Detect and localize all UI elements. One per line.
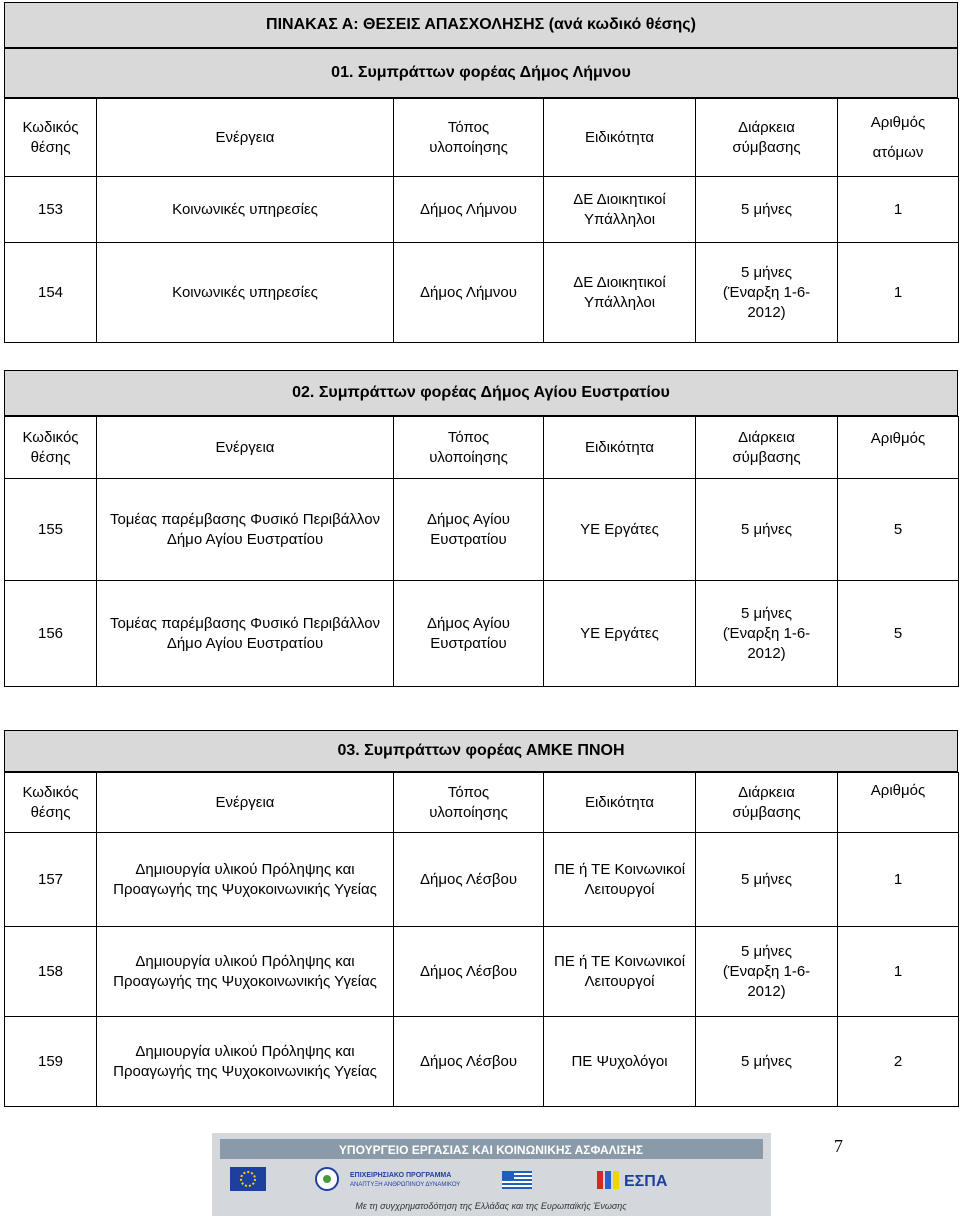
positions-table xyxy=(4,98,959,343)
cell-specialty: ΠΕ ή ΤΕ Κοινωνικοί Λειτουργοί xyxy=(544,833,696,927)
svg-text:Με τη συγχρηματοδότηση της Ελλ: Με τη συγχρηματοδότηση της Ελλάδας και της Ευρωπαϊκής Ένωσης xyxy=(355,1201,627,1211)
cell-place: Δήμος Αγίου Ευστρατίου xyxy=(394,479,544,581)
header-duration: Διάρκεια σύμβασης xyxy=(696,417,838,479)
section-title: 03. Συμπράττων φορέας ΑΜΚΕ ΠΝΟΗ xyxy=(4,730,958,772)
cell-specialty: ΥΕ Εργάτες xyxy=(544,581,696,687)
greek-flag-icon xyxy=(502,1171,532,1189)
cell-action: Κοινωνικές υπηρεσίες xyxy=(97,243,394,343)
cell-duration: 5 μήνες xyxy=(696,1017,838,1107)
table-header-row xyxy=(5,417,959,479)
cell-code: 157 xyxy=(5,833,97,927)
section-title: 01. Συμπράττων φορέας Δήμος Λήμνου xyxy=(4,48,958,98)
cell-place: Δήμος Λέσβου xyxy=(394,927,544,1017)
svg-text:ΕΠΙΧΕΙΡΗΣΙΑΚΟ ΠΡΟΓΡΑΜΜΑ: ΕΠΙΧΕΙΡΗΣΙΑΚΟ ΠΡΟΓΡΑΜΜΑ xyxy=(350,1172,452,1179)
svg-text:ΑΝΑΠΤΥΞΗ ΑΝΘΡΩΠΙΝΟΥ ΔΥΝΑΜΙΚΟΥ: ΑΝΑΠΤΥΞΗ ΑΝΘΡΩΠΙΝΟΥ ΔΥΝΑΜΙΚΟΥ xyxy=(350,1182,461,1188)
cell-specialty: ΔΕ Διοικητικοί Υπάλληλοι xyxy=(544,243,696,343)
header-count: Αριθμός ατόμων xyxy=(838,99,959,177)
header-code: Κωδικός θέσης xyxy=(5,99,97,177)
cell-place: Δήμος Λέσβου xyxy=(394,833,544,927)
cell-code: 155 xyxy=(5,479,97,581)
header-place: Τόπος υλοποίησης xyxy=(394,773,544,833)
cell-action: Δημιουργία υλικού Πρόληψης και Προαγωγής της Ψυχοκοινωνικής Υγείας xyxy=(97,927,394,1017)
cell-duration: 5 μήνες (Έναρξη 1-6- 2012) xyxy=(696,927,838,1017)
cell-place: Δήμος Λήμνου xyxy=(394,177,544,243)
cell-place: Δήμος Αγίου Ευστρατίου xyxy=(394,581,544,687)
cell-count: 1 xyxy=(838,177,959,243)
espa-logo-icon xyxy=(597,1171,668,1190)
cell-specialty: ΠΕ ή ΤΕ Κοινωνικοί Λειτουργοί xyxy=(544,927,696,1017)
cell-specialty: ΠΕ Ψυχολόγοι xyxy=(544,1017,696,1107)
table-row xyxy=(5,177,959,243)
header-specialty: Ειδικότητα xyxy=(544,99,696,177)
positions-table xyxy=(4,416,959,687)
table-row xyxy=(5,581,959,687)
header-specialty: Ειδικότητα xyxy=(544,773,696,833)
header-action: Ενέργεια xyxy=(97,773,394,833)
cell-duration: 5 μήνες (Έναρξη 1-6- 2012) xyxy=(696,243,838,343)
positions-table xyxy=(4,772,959,1107)
cell-duration: 5 μήνες xyxy=(696,833,838,927)
cell-count: 1 xyxy=(838,833,959,927)
table-row xyxy=(5,243,959,343)
cell-count: 5 xyxy=(838,479,959,581)
header-specialty: Ειδικότητα xyxy=(544,417,696,479)
footer-logo-banner xyxy=(212,1133,771,1216)
header-action: Ενέργεια xyxy=(97,99,394,177)
table-row xyxy=(5,833,959,927)
cell-duration: 5 μήνες (Έναρξη 1-6- 2012) xyxy=(696,581,838,687)
header-place: Τόπος υλοποίησης xyxy=(394,99,544,177)
eu-flag-icon xyxy=(230,1167,266,1191)
cell-place: Δήμος Λήμνου xyxy=(394,243,544,343)
cell-specialty: ΔΕ Διοικητικοί Υπάλληλοι xyxy=(544,177,696,243)
cell-action: Δημιουργία υλικού Πρόληψης και Προαγωγής της Ψυχοκοινωνικής Υγείας xyxy=(97,833,394,927)
cell-specialty: ΥΕ Εργάτες xyxy=(544,479,696,581)
cell-count: 2 xyxy=(838,1017,959,1107)
page-number: 7 xyxy=(834,1136,843,1156)
header-count: Αριθμός xyxy=(838,417,959,479)
header-code: Κωδικός θέσης xyxy=(5,773,97,833)
table-row xyxy=(5,1017,959,1107)
cell-duration: 5 μήνες xyxy=(696,177,838,243)
table-header-row xyxy=(5,99,959,177)
table-header-row xyxy=(5,773,959,833)
cell-place: Δήμος Λέσβου xyxy=(394,1017,544,1107)
cell-action: Τομέας παρέμβασης Φυσικό Περιβάλλον Δήμο Αγίου Ευστρατίου xyxy=(97,581,394,687)
program-emblem-icon xyxy=(316,1168,338,1190)
svg-text:ΥΠΟΥΡΓΕΙΟ ΕΡΓΑΣΙΑΣ ΚΑΙ ΚΟΙΝΩΝΙ: ΥΠΟΥΡΓΕΙΟ ΕΡΓΑΣΙΑΣ ΚΑΙ ΚΟΙΝΩΝΙΚΗΣ ΑΣΦΑΛΙΣΗΣ xyxy=(338,1143,644,1157)
header-place: Τόπος υλοποίησης xyxy=(394,417,544,479)
header-duration: Διάρκεια σύμβασης xyxy=(696,99,838,177)
header-duration: Διάρκεια σύμβασης xyxy=(696,773,838,833)
cell-count: 5 xyxy=(838,581,959,687)
header-action: Ενέργεια xyxy=(97,417,394,479)
cell-code: 156 xyxy=(5,581,97,687)
page-title: ΠΙΝΑΚΑΣ Α: ΘΕΣΕΙΣ ΑΠΑΣΧΟΛΗΣΗΣ (ανά κωδικό θέσης) xyxy=(4,2,958,48)
cell-code: 159 xyxy=(5,1017,97,1107)
cell-duration: 5 μήνες xyxy=(696,479,838,581)
cell-count: 1 xyxy=(838,927,959,1017)
cell-code: 154 xyxy=(5,243,97,343)
svg-text:ΕΣΠΑ: ΕΣΠΑ xyxy=(624,1173,668,1190)
cell-action: Δημιουργία υλικού Πρόληψης και Προαγωγής της Ψυχοκοινωνικής Υγείας xyxy=(97,1017,394,1107)
cell-code: 158 xyxy=(5,927,97,1017)
cell-code: 153 xyxy=(5,177,97,243)
table-row xyxy=(5,479,959,581)
header-count: Αριθμός xyxy=(838,773,959,833)
cell-action: Κοινωνικές υπηρεσίες xyxy=(97,177,394,243)
cell-action: Τομέας παρέμβασης Φυσικό Περιβάλλον Δήμο Αγίου Ευστρατίου xyxy=(97,479,394,581)
table-row xyxy=(5,927,959,1017)
cell-count: 1 xyxy=(838,243,959,343)
section-title: 02. Συμπράττων φορέας Δήμος Αγίου Ευστρατίου xyxy=(4,370,958,416)
header-code: Κωδικός θέσης xyxy=(5,417,97,479)
